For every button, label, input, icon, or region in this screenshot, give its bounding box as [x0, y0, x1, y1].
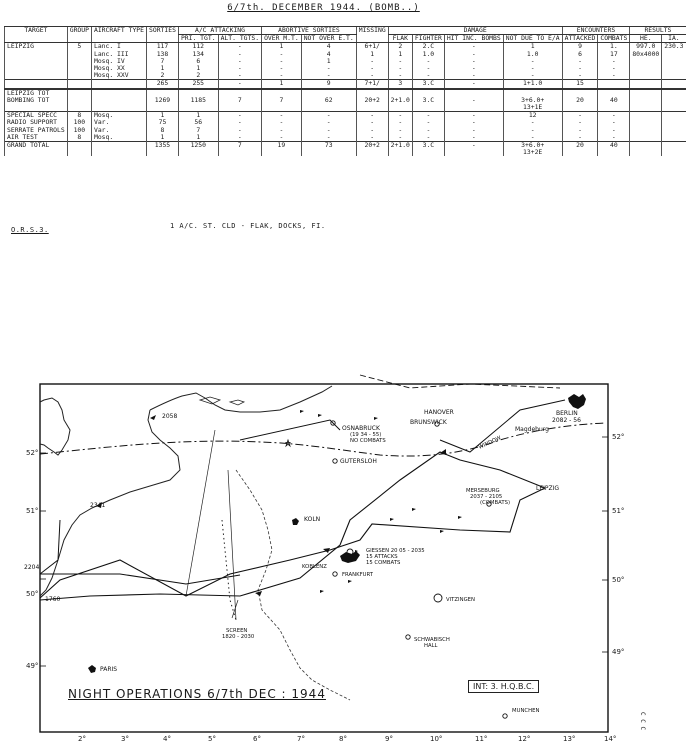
cell-type: Lanc. I	[91, 43, 146, 51]
header-not-over: NOT OVER E.T.	[301, 35, 356, 43]
cell-combats: 1.	[598, 43, 630, 51]
label-merseburg: MERSEBURG	[466, 488, 500, 494]
cell-flak: 2+1.0	[388, 97, 412, 104]
cell-type: Lanc. III	[91, 51, 146, 58]
cell-hit: -	[444, 112, 503, 120]
cell-attacked: -	[562, 134, 598, 142]
star-marker	[286, 440, 290, 446]
cell-prim: 1250	[178, 142, 218, 150]
cell-attacked: 20	[562, 97, 598, 104]
cell-hit: -	[444, 43, 503, 51]
cell-ia	[662, 119, 686, 126]
cell-not-over: -	[301, 112, 356, 120]
cell-prim: 134	[178, 51, 218, 58]
cell-sorties: 1	[147, 112, 179, 120]
map-title: NIGHT OPERATIONS 6/7th DEC : 1944	[68, 687, 326, 701]
int-label: INT: 3. H.Q.B.C.	[468, 680, 539, 693]
label-guterslon: GUTERSLOH	[340, 458, 377, 465]
route-top	[360, 375, 560, 388]
cell-ia	[662, 142, 686, 150]
document-title: 6/7th. DECEMBER 1944. (BOMB..)	[227, 3, 420, 13]
cell-fighter: 3.C	[412, 142, 444, 150]
header-attacked: ATTACKED	[562, 35, 598, 43]
cell-group: 8	[67, 134, 91, 142]
lon-label: 9°	[385, 735, 393, 743]
header-ia: IA.	[662, 35, 686, 43]
cell-flak: -	[388, 72, 412, 80]
lat-label-left-52: 52°	[26, 449, 39, 457]
route-outbound	[40, 488, 545, 598]
label-1760: 1760	[45, 596, 61, 603]
cell-flak: -	[388, 119, 412, 126]
lat-label-left-50: 50°	[26, 590, 39, 598]
cell-alt: -	[218, 58, 261, 65]
cell-flak: -	[388, 134, 412, 142]
cell-not-due: 1.0	[503, 51, 562, 58]
cell-over: -	[262, 72, 302, 80]
label-hall: HALL	[424, 643, 438, 649]
lat-label-right-52: 52°	[612, 433, 625, 441]
lat-label-left-49: 49°	[26, 662, 39, 670]
header-target: TARGET	[5, 27, 68, 43]
cell-not-over: -	[301, 119, 356, 126]
cell-flak: 2	[388, 43, 412, 51]
lon-label: 6°	[253, 735, 261, 743]
cell-hit: -	[444, 142, 503, 150]
cell-hit: -	[444, 134, 503, 142]
cell-alt: -	[218, 134, 261, 142]
cell-sorties: 1	[147, 65, 179, 72]
city-blobs	[88, 394, 586, 673]
header-alt: ALT. TGTS.	[218, 35, 261, 43]
label-merseburg-note: (COMBATS)	[480, 500, 511, 506]
cell-missing: -	[356, 134, 388, 142]
lon-label: 4°	[163, 735, 171, 743]
cell-not-due: -	[503, 127, 562, 134]
coast-uk	[40, 398, 70, 455]
label-koblenz: KOBLENZ	[302, 564, 327, 570]
cell-group: 100	[67, 119, 91, 126]
cell-flak: -	[388, 58, 412, 65]
coast-west	[40, 410, 180, 596]
cell-not-over: 1	[301, 58, 356, 65]
cell-not-over: 9	[301, 80, 356, 89]
cell-combats: -	[598, 127, 630, 134]
cell-missing: -	[356, 58, 388, 65]
cell-over: 1	[262, 80, 302, 89]
cell-flak: 2+1.0	[388, 142, 412, 150]
cell-over: 7	[262, 97, 302, 104]
label-2341: 2341	[90, 502, 106, 509]
header-aircraft-type: AIRCRAFT TYPE	[91, 27, 146, 43]
header-missing: MISSING	[356, 27, 388, 43]
cell-attacked: -	[562, 65, 598, 72]
cell-fighter: -	[412, 112, 444, 120]
cell-missing: -	[356, 119, 388, 126]
header-fighter: FIGHTER	[412, 35, 444, 43]
label-paris: PARIS	[100, 666, 118, 673]
cell-combats: -	[598, 58, 630, 65]
header-ac-attacking: A/C ATTACKING	[178, 27, 261, 35]
cell-hit: -	[444, 51, 503, 58]
header-not-due: NOT DUE TO E/A	[503, 35, 562, 43]
cell-over: 1	[262, 43, 302, 51]
cell-prim: 112	[178, 43, 218, 51]
label-berlin: BERLIN	[556, 410, 578, 417]
cell-combats: -	[598, 134, 630, 142]
cell-missing: 7+1/	[356, 80, 388, 89]
label-osnabruck: OSNABRUCK	[342, 425, 380, 432]
cell-he: 80x4000	[630, 51, 662, 58]
header-over-mt: OVER M.T.	[262, 35, 302, 43]
cell-fighter: 3.C	[412, 97, 444, 104]
cell-prim: 1185	[178, 97, 218, 104]
label-2058: 2058	[162, 413, 178, 420]
cell-prim: 1	[178, 112, 218, 120]
cell-attacked: 9	[562, 43, 598, 51]
cell-type: Mosq. IV	[91, 58, 146, 65]
cell-type: Mosq. XXV	[91, 72, 146, 80]
cell-not-over: -	[301, 65, 356, 72]
cell-combats: 17	[598, 51, 630, 58]
header-results: RESULTS	[630, 27, 686, 35]
cell-combats: -	[598, 72, 630, 80]
cell-over: -	[262, 119, 302, 126]
cell-alt: -	[218, 65, 261, 72]
label-osnabruck-note: NO COMBATS	[350, 438, 386, 444]
label-brunswick: BRUNSWICK	[410, 419, 447, 426]
label-magdeburg: Magdeburg	[515, 426, 549, 433]
cell-type: Var.	[91, 119, 146, 126]
cell-attacked: -	[562, 72, 598, 80]
cell-flak: -	[388, 112, 412, 120]
side-note: C C C	[639, 712, 646, 731]
cell-prim: 1	[178, 65, 218, 72]
cell-hit: -	[444, 80, 503, 89]
cell-not-over: -	[301, 127, 356, 134]
cell-over: -	[262, 51, 302, 58]
header-encounters: ENCOUNTERS	[562, 27, 630, 35]
cell-he: 997.0	[630, 43, 662, 51]
cell-hit: -	[444, 58, 503, 65]
cell-hit: -	[444, 65, 503, 72]
cell-fighter: -	[412, 127, 444, 134]
label-koln: KOLN	[304, 516, 321, 523]
cell-missing: 1	[356, 51, 388, 58]
cell-prim: 6	[178, 58, 218, 65]
cell-hit: -	[444, 119, 503, 126]
cell-flak: 1	[388, 51, 412, 58]
lon-label: 8°	[339, 735, 347, 743]
cell-target: LEIPZIG	[5, 43, 68, 51]
cell-prim: 1	[178, 134, 218, 142]
label-berlin-time: 2082 - 56	[552, 417, 581, 424]
cell-hit: -	[444, 97, 503, 104]
cell-target: SERRATE PATROLS	[5, 127, 68, 134]
header-group: GROUP	[67, 27, 91, 43]
label-2204: 2204	[24, 564, 40, 571]
cell-prim: 255	[178, 80, 218, 89]
cell-attacked: 15	[562, 80, 598, 89]
header-hit-inc: HIT INC. BOMBS	[444, 35, 503, 43]
cell-ia	[662, 149, 686, 156]
footnote: 1 A/C. ST. CLD - FLAK, DOCKS, FI.	[170, 222, 326, 230]
cell-flak: 3	[388, 80, 412, 89]
cell-ia	[662, 51, 686, 58]
islands	[200, 397, 244, 405]
cell-not-due: 3+6.0+	[503, 97, 562, 104]
cell-fighter: 3.C	[412, 80, 444, 89]
cell-not-due: 1	[503, 43, 562, 51]
cell-missing: 20+2	[356, 97, 388, 104]
lon-label: 5°	[208, 735, 216, 743]
frontier-line	[236, 470, 350, 700]
cell-alt: -	[218, 72, 261, 80]
cell-over: -	[262, 65, 302, 72]
cell-hit: -	[444, 72, 503, 80]
cell-sorties: 7	[147, 58, 179, 65]
cell-fighter: 2.C	[412, 43, 444, 51]
cell-not-over: 4	[301, 43, 356, 51]
cell-not-over: 4	[301, 51, 356, 58]
lat-label-right-51: 51°	[612, 507, 625, 515]
lon-label: 7°	[297, 735, 305, 743]
lon-label: 12°	[518, 735, 531, 743]
cell-ia	[662, 58, 686, 65]
cell-prim: 2	[178, 72, 218, 80]
label-giessen: GIESSEN 20 05 - 2035	[366, 548, 425, 554]
cell-not-due: -	[503, 65, 562, 72]
cell-over: -	[262, 58, 302, 65]
header-prim: PRI. TGT.	[178, 35, 218, 43]
cell-not-due: -	[503, 134, 562, 142]
label-schwabisch: SCHWABISCH	[414, 637, 450, 643]
label-window: WINDOW	[477, 435, 503, 451]
cell-missing: 6+1/	[356, 43, 388, 51]
cell-sorties: 2	[147, 72, 179, 80]
header-abortive: ABORTIVE SORTIES	[262, 27, 357, 35]
cell-not-over: 73	[301, 142, 356, 150]
cell-target: LEIPZIG TOT	[5, 89, 68, 97]
lat-label-right-49: 49°	[612, 648, 625, 656]
cell-alt: -	[218, 43, 261, 51]
cell-alt: -	[218, 127, 261, 134]
cell-ia	[662, 89, 686, 97]
cell-sorties: 75	[147, 119, 179, 126]
cell-fighter: -	[412, 72, 444, 80]
cell-not-due: 1+1.0	[503, 80, 562, 89]
cell-attacked: -	[562, 127, 598, 134]
screen-dotted-line	[222, 520, 236, 620]
cell-alt: -	[218, 51, 261, 58]
cell-alt: 7	[218, 142, 261, 150]
cell-ia	[662, 72, 686, 80]
cell-attacked: -	[562, 119, 598, 126]
cell-attacked: 20	[562, 142, 598, 150]
cell-not-due: 12	[503, 112, 562, 120]
cell-attacked: -	[562, 58, 598, 65]
coast-north	[150, 386, 332, 412]
cell-over: -	[262, 134, 302, 142]
label-giessen-combats: 15 COMBATS	[366, 560, 401, 566]
cell-target: AIR TEST	[5, 134, 68, 142]
cell-flak: -	[388, 65, 412, 72]
cell-ia	[662, 127, 686, 134]
cell-combats: -	[598, 112, 630, 120]
cell-ia	[662, 112, 686, 120]
label-hanover: HANOVER	[424, 409, 454, 416]
cell-target: SPECIAL SPECC	[5, 112, 68, 120]
cell-group: 100	[67, 127, 91, 134]
header-sorties: SORTIES	[147, 27, 179, 43]
cell-alt: -	[218, 80, 261, 89]
cell-not-due: -	[503, 72, 562, 80]
cell-missing: -	[356, 72, 388, 80]
header-he: HE.	[630, 35, 662, 43]
label-screen-time: 1820 - 2030	[222, 634, 255, 640]
cell-sorties: 1269	[147, 97, 179, 104]
cell-fighter: -	[412, 65, 444, 72]
cell-target: GRAND TOTAL	[5, 142, 68, 150]
cell-fighter: -	[412, 119, 444, 126]
cell-combats: 40	[598, 142, 630, 150]
cell-ia	[662, 134, 686, 142]
lon-label: 10°	[430, 735, 443, 743]
cell-not-due: -	[503, 119, 562, 126]
signature: O.R.S.3.	[11, 226, 49, 234]
cell-not-due: 13+1E	[503, 104, 562, 112]
cell-missing: 20+2	[356, 142, 388, 150]
cell-sorties: 1355	[147, 142, 179, 150]
label-frankfurt: FRANKFURT	[342, 572, 374, 578]
cell-sorties: 8	[147, 127, 179, 134]
cell-group: 5	[67, 43, 91, 51]
cell-fighter: -	[412, 58, 444, 65]
cell-combats: -	[598, 119, 630, 126]
lat-label-left-51: 51°	[26, 507, 39, 515]
cell-over: 19	[262, 142, 302, 150]
cell-not-over: -	[301, 134, 356, 142]
cell-ia	[662, 65, 686, 72]
cell-missing: -	[356, 65, 388, 72]
cell-target: BOMBING TOT	[5, 97, 68, 104]
cell-fighter: -	[412, 134, 444, 142]
cell-fighter: 1.0	[412, 51, 444, 58]
header-flak: FLAK	[388, 35, 412, 43]
cell-type: Var.	[91, 127, 146, 134]
label-leipzig: LEIPZIG	[536, 485, 560, 492]
cell-attacked: 6	[562, 51, 598, 58]
lon-label: 14°	[604, 735, 617, 743]
lon-label: 2°	[78, 735, 86, 743]
cell-combats: -	[598, 65, 630, 72]
lon-label: 13°	[563, 735, 576, 743]
cell-ia	[662, 80, 686, 89]
cell-missing: -	[356, 127, 388, 134]
label-osnabruck-time: (19 34 - 55)	[350, 432, 382, 438]
cell-ia	[662, 104, 686, 112]
cell-sorties: 1	[147, 134, 179, 142]
route-return	[40, 452, 545, 600]
label-munchen: MUNCHEN	[512, 708, 540, 714]
cell-alt: 7	[218, 97, 261, 104]
cell-not-due: 13+2E	[503, 149, 562, 156]
cell-alt: -	[218, 119, 261, 126]
cell-sorties: 138	[147, 51, 179, 58]
cell-missing: -	[356, 112, 388, 120]
cell-over: -	[262, 127, 302, 134]
cell-not-over: -	[301, 72, 356, 80]
cell-ia: 230.3	[662, 43, 686, 51]
label-giessen-attacks: 15 ATTACKS	[366, 554, 398, 560]
lat-label-right-50: 50°	[612, 576, 625, 584]
header-combats: COMBATS	[598, 35, 630, 43]
cell-type: Mosq.	[91, 134, 146, 142]
cell-group: 8	[67, 112, 91, 120]
label-merseburg-time: 2037 - 2105	[470, 494, 503, 500]
cell-combats: 40	[598, 97, 630, 104]
cell-prim: 7	[178, 127, 218, 134]
header-damage: DAMAGE	[388, 27, 562, 35]
cell-type: Mosq. XX	[91, 65, 146, 72]
cell-attacked: -	[562, 112, 598, 120]
cell-prim: 56	[178, 119, 218, 126]
cell-not-due: 3+6.0+	[503, 142, 562, 150]
cell-over: -	[262, 112, 302, 120]
cell-hit: -	[444, 127, 503, 134]
cell-alt: -	[218, 112, 261, 120]
cell-not-due: -	[503, 58, 562, 65]
cell-sorties: 117	[147, 43, 179, 51]
label-vitzingen: VITZINGEN	[446, 597, 475, 603]
cell-type: Mosq.	[91, 112, 146, 120]
lon-label: 3°	[121, 735, 129, 743]
cell-flak: -	[388, 127, 412, 134]
cell-ia	[662, 97, 686, 104]
lon-label: 11°	[475, 735, 488, 743]
label-screen: SCREEN	[226, 628, 248, 634]
cell-sorties: 265	[147, 80, 179, 89]
cell-not-over: 62	[301, 97, 356, 104]
cell-target: RADIO SUPPORT	[5, 119, 68, 126]
